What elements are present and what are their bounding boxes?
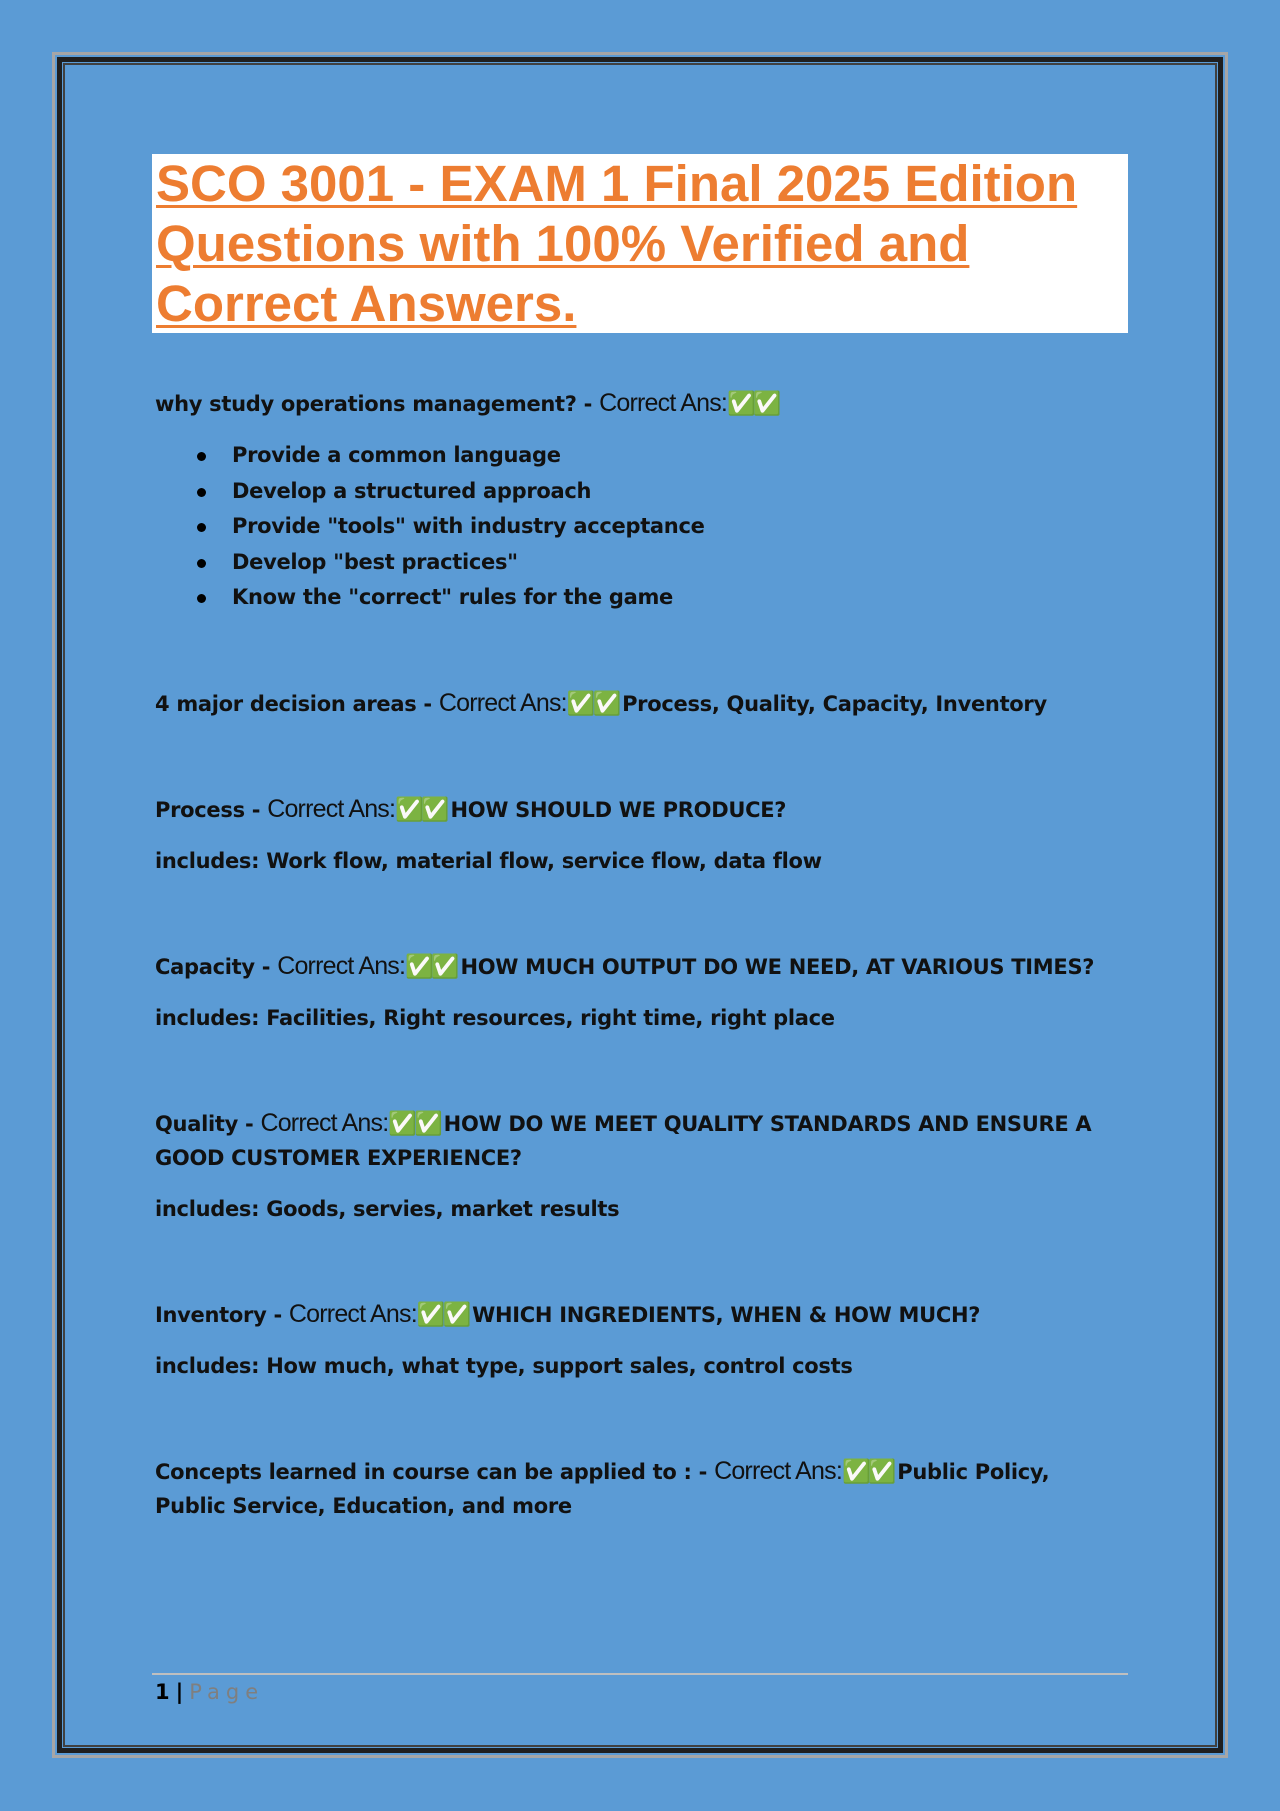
question-decision-areas: [155, 686, 1115, 721]
answer-text: HOW DO WE MEET QUALITY STANDARDS AND ENSURE A GOOD CUSTOMER EXPERIENCE?: [155, 1112, 1092, 1170]
bullet-icon: [197, 594, 206, 603]
footer-separator: |: [175, 1680, 184, 1704]
bullet-icon: [197, 523, 206, 532]
list-item: Provide "tools" with industry acceptance: [155, 509, 705, 545]
check-marks-icon: ✅✅: [405, 954, 457, 980]
includes-process: includes: Work flow, material flow, service flow, data flow: [155, 849, 822, 873]
question-text: Inventory -: [155, 1303, 289, 1327]
document-title: [152, 154, 1128, 333]
question-text: 4 major decision areas -: [155, 692, 439, 716]
answer-bullet-list: [155, 438, 705, 616]
list-item: Provide a common language: [155, 438, 705, 474]
answer-label: Correct Ans:: [288, 1300, 417, 1328]
bullet-icon: [197, 452, 206, 461]
page-number: 1: [155, 1680, 170, 1704]
answer-label: Correct Ans:: [599, 389, 728, 417]
check-marks-icon: ✅✅: [566, 691, 619, 717]
answer-text: Process, Quality, Capacity, Inventory: [622, 692, 1047, 716]
list-item: Know the "correct" rules for the game: [155, 580, 705, 616]
check-marks-icon: ✅✅: [395, 797, 447, 823]
includes-inventory: includes: How much, what type, support sales, control costs: [155, 1354, 853, 1378]
answer-text: Public Policy, Public Service, Education, and more: [155, 1460, 1050, 1518]
check-marks-icon: ✅✅: [388, 1111, 440, 1137]
question-inventory: [155, 1297, 1115, 1332]
question-quality: [155, 1106, 1115, 1175]
answer-text: HOW MUCH OUTPUT DO WE NEED, AT VARIOUS TIMES?: [460, 955, 1095, 979]
question-concepts-applied: [155, 1454, 1115, 1523]
bullet-icon: [197, 559, 206, 568]
question-text: Quality -: [155, 1112, 261, 1136]
list-item: Develop "best practices": [155, 545, 705, 581]
question-why-study: [155, 386, 1115, 421]
check-marks-icon: ✅✅: [842, 1459, 894, 1485]
page-label: Page: [189, 1680, 265, 1704]
answer-label: Correct Ans:: [277, 952, 406, 980]
question-text: why study operations management? -: [155, 392, 600, 416]
includes-quality: includes: Goods, servies, market results: [155, 1197, 620, 1221]
answer-label: Correct Ans:: [438, 689, 567, 717]
question-capacity: [155, 949, 1115, 984]
question-process: [155, 792, 1115, 827]
title-line-1: SCO 3001 - EXAM 1 Final 2025 Edition: [156, 155, 1078, 212]
answer-text: HOW SHOULD WE PRODUCE?: [450, 798, 787, 822]
question-text: Process -: [155, 798, 268, 822]
includes-capacity: includes: Facilities, Right resources, right time, right place: [155, 1006, 835, 1030]
answer-label: Correct Ans:: [714, 1457, 843, 1485]
check-marks-icon: ✅✅: [416, 1302, 469, 1328]
bullet-icon: [197, 488, 206, 497]
page-footer: [155, 1678, 264, 1706]
answer-label: Correct Ans:: [260, 1109, 389, 1137]
footer-divider: [152, 1673, 1128, 1675]
title-line-3: Correct Answers.: [156, 275, 577, 332]
question-text: Concepts learned in course can be applied to : -: [155, 1460, 715, 1484]
answer-label: Correct Ans:: [267, 795, 396, 823]
check-marks-icon: ✅✅: [727, 391, 779, 417]
answer-text: WHICH INGREDIENTS, WHEN & HOW MUCH?: [472, 1303, 981, 1327]
list-item: Develop a structured approach: [155, 474, 705, 510]
title-line-2: Questions with 100% Verified and: [156, 215, 970, 272]
question-text: Capacity -: [155, 955, 278, 979]
